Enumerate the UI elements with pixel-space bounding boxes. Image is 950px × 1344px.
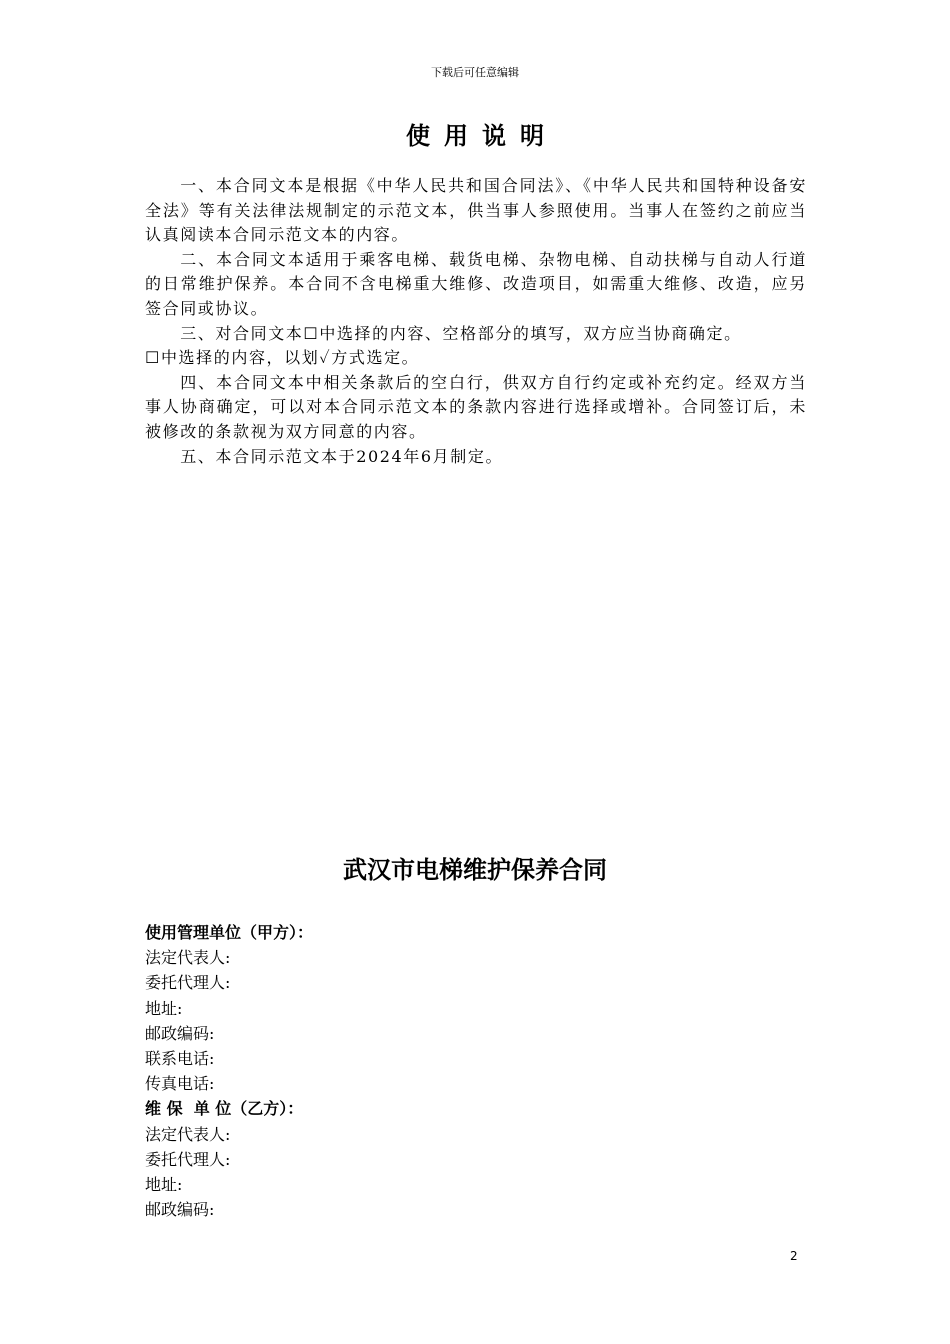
party-b-postal-code: 邮政编码: (145, 1200, 215, 1220)
page-number: 2 (790, 1249, 798, 1263)
party-b-authorized-agent: 委托代理人: (145, 1149, 231, 1169)
instruction-paragraph-3-continued: ☐中选择的内容，以划✓方式选定。 (145, 348, 420, 368)
party-b-legal-representative: 法定代表人: (145, 1124, 231, 1144)
party-b-heading: 维 保 单 位（乙方）： (145, 1099, 304, 1119)
instruction-paragraph-4: 四、本合同文本中相关条款后的空白行，供双方自行约定或补充约定。经双方当事人协商确定，可以对本合同示范文本的条款内容进行选择或增补。合同签订后，未被修改的条款视为双方同意的内容。 (145, 372, 807, 441)
party-a-postal-code: 邮政编码: (145, 1023, 215, 1043)
party-a-address: 地址: (145, 998, 183, 1018)
instruction-paragraph-1: 一、本合同文本是根据《中华人民共和国合同法》、《中华人民共和国特种设备安全法》等有关法律法规制定的示范文本，供当事人参照使用。当事人在签约之前应当认真阅读本合同示范文本的内容。 (145, 176, 807, 245)
contract-title: 武汉市电梯维护保养合同 (343, 856, 607, 884)
party-a-authorized-agent: 委托代理人: (145, 973, 231, 993)
party-a-fax: 传真电话: (145, 1074, 215, 1094)
party-a-legal-representative: 法定代表人: (145, 948, 231, 968)
parties-section (145, 920, 807, 1222)
instructions-title: 使用说明 (406, 121, 558, 150)
instruction-paragraph-3: 三、对合同文本☐中选择的内容、空格部分的填写，双方应当协商确定。 (180, 323, 742, 343)
instruction-paragraph-2: 二、本合同文本适用于乘客电梯、载货电梯、杂物电梯、自动扶梯与自动人行道的日常维护保养。本合同不含电梯重大维修、改造项目，如需重大维修、改造，应另签合同或协议。 (145, 249, 807, 318)
party-a-heading: 使用管理单位（甲方）： (145, 923, 314, 942)
instructions-body (145, 174, 807, 469)
header-note: 下载后可任意编辑 (431, 66, 519, 79)
party-b-address: 地址: (145, 1175, 183, 1195)
instruction-paragraph-5: 五、本合同示范文本于2024年6月制定。 (180, 446, 504, 466)
party-a-phone: 联系电话: (145, 1049, 215, 1069)
